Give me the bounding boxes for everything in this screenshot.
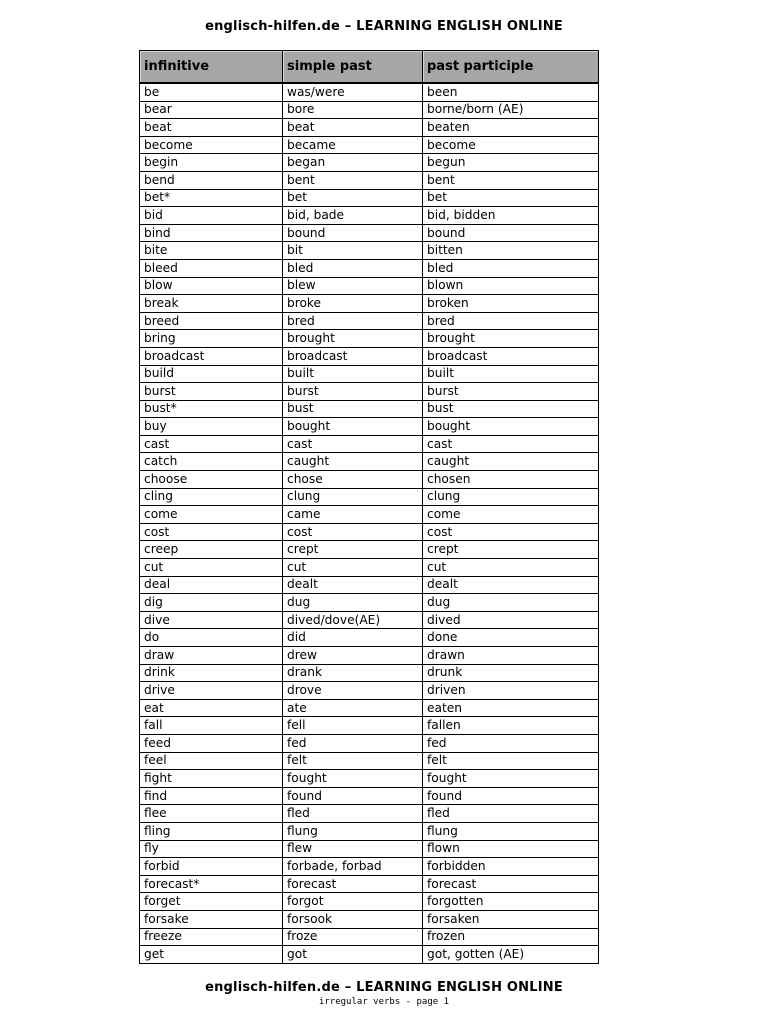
column-header-past-participle: past participle — [423, 51, 599, 84]
simple-past-cell: began — [283, 154, 423, 172]
simple-past-cell: bust — [283, 400, 423, 418]
past-participle-cell: flown — [423, 840, 599, 858]
simple-past-cell: burst — [283, 383, 423, 401]
table-row — [140, 365, 599, 383]
infinitive-cell: build — [140, 365, 283, 383]
past-participle-cell: forgotten — [423, 893, 599, 911]
past-participle-cell: bid, bidden — [423, 207, 599, 225]
page-number-caption: irregular verbs - page 1 — [318, 997, 450, 1007]
simple-past-cell: cost — [283, 523, 423, 541]
past-participle-cell: forbidden — [423, 858, 599, 876]
past-participle-cell: frozen — [423, 928, 599, 946]
simple-past-cell: drew — [283, 647, 423, 665]
past-participle-cell: built — [423, 365, 599, 383]
table-row — [140, 171, 599, 189]
infinitive-cell: broadcast — [140, 347, 283, 365]
past-participle-cell: broadcast — [423, 347, 599, 365]
past-participle-cell: fallen — [423, 717, 599, 735]
table-row — [140, 576, 599, 594]
simple-past-cell: fled — [283, 805, 423, 823]
table-row — [140, 242, 599, 260]
past-participle-cell: cost — [423, 523, 599, 541]
past-participle-cell: flung — [423, 822, 599, 840]
past-participle-cell: fought — [423, 770, 599, 788]
past-participle-cell: caught — [423, 453, 599, 471]
table-row — [140, 259, 599, 277]
infinitive-cell: bid — [140, 207, 283, 225]
past-participle-cell: fed — [423, 734, 599, 752]
table-row — [140, 295, 599, 313]
infinitive-cell: fling — [140, 822, 283, 840]
past-participle-cell: crept — [423, 541, 599, 559]
page-header: englisch-hilfen.de – LEARNING ENGLISH ONLINE — [205, 19, 563, 34]
infinitive-cell: cut — [140, 559, 283, 577]
past-participle-cell: bred — [423, 312, 599, 330]
table-row — [140, 752, 599, 770]
table-row — [140, 136, 599, 154]
infinitive-cell: do — [140, 629, 283, 647]
table-row — [140, 858, 599, 876]
infinitive-cell: forbid — [140, 858, 283, 876]
past-participle-cell: dived — [423, 611, 599, 629]
infinitive-cell: beat — [140, 119, 283, 137]
table-row — [140, 207, 599, 225]
infinitive-cell: feel — [140, 752, 283, 770]
table-body — [140, 83, 599, 963]
table-row — [140, 805, 599, 823]
simple-past-cell: built — [283, 365, 423, 383]
table-row — [140, 83, 599, 101]
past-participle-cell: done — [423, 629, 599, 647]
past-participle-cell: bound — [423, 224, 599, 242]
table-row — [140, 840, 599, 858]
infinitive-cell: come — [140, 506, 283, 524]
simple-past-cell: felt — [283, 752, 423, 770]
table-row — [140, 189, 599, 207]
past-participle-cell: got, gotten (AE) — [423, 946, 599, 964]
past-participle-cell: clung — [423, 488, 599, 506]
past-participle-cell: broken — [423, 295, 599, 313]
past-participle-cell: cast — [423, 435, 599, 453]
past-participle-cell: become — [423, 136, 599, 154]
past-participle-cell: been — [423, 83, 599, 101]
table-row — [140, 734, 599, 752]
past-participle-cell: cut — [423, 559, 599, 577]
table-row — [140, 893, 599, 911]
column-header-simple-past: simple past — [283, 51, 423, 84]
simple-past-cell: drove — [283, 682, 423, 700]
table-row — [140, 312, 599, 330]
infinitive-cell: become — [140, 136, 283, 154]
past-participle-cell: driven — [423, 682, 599, 700]
irregular-verbs-table — [139, 50, 599, 964]
past-participle-cell: burst — [423, 383, 599, 401]
past-participle-cell: drawn — [423, 647, 599, 665]
infinitive-cell: bite — [140, 242, 283, 260]
infinitive-cell: bind — [140, 224, 283, 242]
simple-past-cell: forgot — [283, 893, 423, 911]
simple-past-cell: fell — [283, 717, 423, 735]
past-participle-cell: forecast — [423, 875, 599, 893]
simple-past-cell: beat — [283, 119, 423, 137]
table-row — [140, 875, 599, 893]
simple-past-cell: cut — [283, 559, 423, 577]
simple-past-cell: forecast — [283, 875, 423, 893]
infinitive-cell: fall — [140, 717, 283, 735]
infinitive-cell: fly — [140, 840, 283, 858]
infinitive-cell: bet* — [140, 189, 283, 207]
table-row — [140, 664, 599, 682]
infinitive-cell: eat — [140, 699, 283, 717]
infinitive-cell: forget — [140, 893, 283, 911]
infinitive-cell: burst — [140, 383, 283, 401]
infinitive-cell: cast — [140, 435, 283, 453]
table-row — [140, 506, 599, 524]
table-row — [140, 523, 599, 541]
infinitive-cell: cling — [140, 488, 283, 506]
infinitive-cell: choose — [140, 471, 283, 489]
table-row — [140, 277, 599, 295]
simple-past-cell: crept — [283, 541, 423, 559]
past-participle-cell: bled — [423, 259, 599, 277]
simple-past-cell: fought — [283, 770, 423, 788]
infinitive-cell: blow — [140, 277, 283, 295]
table-row — [140, 699, 599, 717]
simple-past-cell: broke — [283, 295, 423, 313]
simple-past-cell: got — [283, 946, 423, 964]
past-participle-cell: bitten — [423, 242, 599, 260]
past-participle-cell: forsaken — [423, 910, 599, 928]
simple-past-cell: brought — [283, 330, 423, 348]
simple-past-cell: chose — [283, 471, 423, 489]
table-row — [140, 611, 599, 629]
table-row — [140, 629, 599, 647]
simple-past-cell: bit — [283, 242, 423, 260]
infinitive-cell: find — [140, 787, 283, 805]
simple-past-cell: froze — [283, 928, 423, 946]
past-participle-cell: drunk — [423, 664, 599, 682]
infinitive-cell: buy — [140, 418, 283, 436]
table-row — [140, 928, 599, 946]
infinitive-cell: feed — [140, 734, 283, 752]
infinitive-cell: cost — [140, 523, 283, 541]
table-row — [140, 453, 599, 471]
table-row — [140, 910, 599, 928]
simple-past-cell: bought — [283, 418, 423, 436]
simple-past-cell: found — [283, 787, 423, 805]
table-row — [140, 154, 599, 172]
simple-past-cell: blew — [283, 277, 423, 295]
table-row — [140, 559, 599, 577]
past-participle-cell: come — [423, 506, 599, 524]
infinitive-cell: catch — [140, 453, 283, 471]
infinitive-cell: deal — [140, 576, 283, 594]
simple-past-cell: drank — [283, 664, 423, 682]
simple-past-cell: flew — [283, 840, 423, 858]
simple-past-cell: broadcast — [283, 347, 423, 365]
infinitive-cell: be — [140, 83, 283, 101]
simple-past-cell: dealt — [283, 576, 423, 594]
simple-past-cell: bid, bade — [283, 207, 423, 225]
table-row — [140, 383, 599, 401]
table-row — [140, 946, 599, 964]
past-participle-cell: bought — [423, 418, 599, 436]
table-row — [140, 330, 599, 348]
past-participle-cell: begun — [423, 154, 599, 172]
infinitive-cell: begin — [140, 154, 283, 172]
table-row — [140, 400, 599, 418]
simple-past-cell: forbade, forbad — [283, 858, 423, 876]
infinitive-cell: bleed — [140, 259, 283, 277]
table-row — [140, 594, 599, 612]
simple-past-cell: bred — [283, 312, 423, 330]
past-participle-cell: felt — [423, 752, 599, 770]
past-participle-cell: bust — [423, 400, 599, 418]
simple-past-cell: flung — [283, 822, 423, 840]
table-row — [140, 488, 599, 506]
simple-past-cell: bled — [283, 259, 423, 277]
simple-past-cell: came — [283, 506, 423, 524]
past-participle-cell: dug — [423, 594, 599, 612]
column-header-infinitive: infinitive — [140, 51, 283, 84]
past-participle-cell: fled — [423, 805, 599, 823]
infinitive-cell: breed — [140, 312, 283, 330]
simple-past-cell: did — [283, 629, 423, 647]
infinitive-cell: creep — [140, 541, 283, 559]
past-participle-cell: found — [423, 787, 599, 805]
past-participle-cell: brought — [423, 330, 599, 348]
table-row — [140, 101, 599, 119]
infinitive-cell: draw — [140, 647, 283, 665]
table-row — [140, 682, 599, 700]
simple-past-cell: ate — [283, 699, 423, 717]
infinitive-cell: bear — [140, 101, 283, 119]
infinitive-cell: freeze — [140, 928, 283, 946]
infinitive-cell: forecast* — [140, 875, 283, 893]
infinitive-cell: flee — [140, 805, 283, 823]
table-row — [140, 717, 599, 735]
past-participle-cell: eaten — [423, 699, 599, 717]
simple-past-cell: cast — [283, 435, 423, 453]
page-footer: englisch-hilfen.de – LEARNING ENGLISH ONLINE — [205, 980, 563, 995]
table-row — [140, 435, 599, 453]
simple-past-cell: dived/dove(AE) — [283, 611, 423, 629]
infinitive-cell: forsake — [140, 910, 283, 928]
infinitive-cell: dive — [140, 611, 283, 629]
infinitive-cell: break — [140, 295, 283, 313]
infinitive-cell: get — [140, 946, 283, 964]
infinitive-cell: drive — [140, 682, 283, 700]
simple-past-cell: caught — [283, 453, 423, 471]
past-participle-cell: bent — [423, 171, 599, 189]
past-participle-cell: blown — [423, 277, 599, 295]
table-row — [140, 224, 599, 242]
infinitive-cell: fight — [140, 770, 283, 788]
infinitive-cell: bust* — [140, 400, 283, 418]
simple-past-cell: fed — [283, 734, 423, 752]
table-row — [140, 647, 599, 665]
table-row — [140, 822, 599, 840]
table-row — [140, 471, 599, 489]
table-row — [140, 787, 599, 805]
table-row — [140, 770, 599, 788]
table-row — [140, 347, 599, 365]
simple-past-cell: bore — [283, 101, 423, 119]
table-header — [140, 51, 599, 84]
infinitive-cell: bring — [140, 330, 283, 348]
table-row — [140, 541, 599, 559]
header-row — [140, 51, 599, 84]
past-participle-cell: borne/born (AE) — [423, 101, 599, 119]
infinitive-cell: drink — [140, 664, 283, 682]
simple-past-cell: forsook — [283, 910, 423, 928]
simple-past-cell: was/were — [283, 83, 423, 101]
simple-past-cell: became — [283, 136, 423, 154]
past-participle-cell: chosen — [423, 471, 599, 489]
simple-past-cell: dug — [283, 594, 423, 612]
infinitive-cell: dig — [140, 594, 283, 612]
infinitive-cell: bend — [140, 171, 283, 189]
simple-past-cell: clung — [283, 488, 423, 506]
past-participle-cell: beaten — [423, 119, 599, 137]
simple-past-cell: bound — [283, 224, 423, 242]
table-row — [140, 119, 599, 137]
simple-past-cell: bent — [283, 171, 423, 189]
past-participle-cell: dealt — [423, 576, 599, 594]
table-row — [140, 418, 599, 436]
simple-past-cell: bet — [283, 189, 423, 207]
past-participle-cell: bet — [423, 189, 599, 207]
